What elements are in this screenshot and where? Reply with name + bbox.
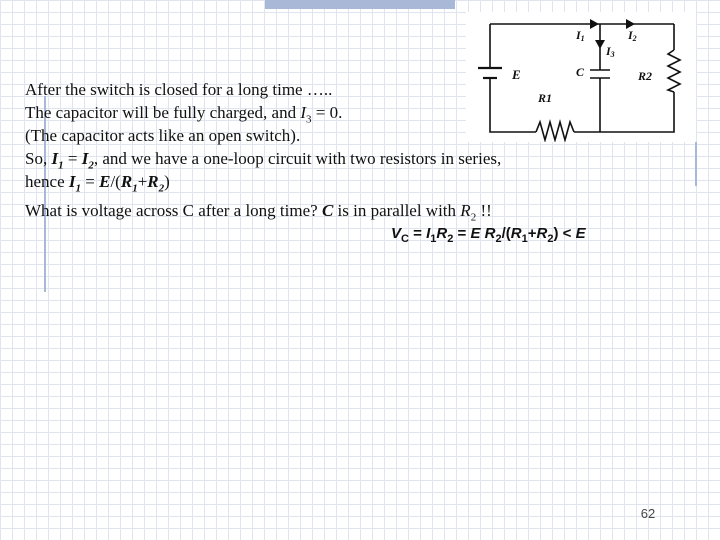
label-i3: I3 xyxy=(606,44,615,59)
label-i1: I1 xyxy=(576,28,585,43)
decorative-bar-top xyxy=(265,0,455,9)
slide-body xyxy=(25,78,625,245)
label-c: C xyxy=(576,65,585,79)
voltage-formula: $V_C = I_1R_2 = E$ $R_2/(R_1+R_2) < E$ xyxy=(391,225,586,245)
text-line-4: So, $I_1 = I_2$, and we have a one-loop circuit with two resistors in series, xyxy=(25,149,502,172)
page-number: 62 xyxy=(640,506,656,521)
arrow-i1 xyxy=(590,19,599,29)
label-e: E xyxy=(512,67,521,82)
text-line-2: The capacitor will be fully charged, and $I_3 = 0$. xyxy=(25,103,343,126)
text-line-1: After the switch is closed for a long time ….. xyxy=(25,80,333,99)
label-r1: R1 xyxy=(538,91,553,105)
text-line-5: hence $I_1 = E/(R_1+R_2)$ xyxy=(25,172,170,195)
decorative-bar-right xyxy=(695,142,697,186)
label-i2: I2 xyxy=(628,28,637,43)
label-r2: R2 xyxy=(638,69,653,83)
arrow-i3 xyxy=(595,40,605,49)
text-line-3: (The capacitor acts like an open switch). xyxy=(25,126,301,145)
text-line-6: What is voltage across C after a long time? C is in parallel with $R_2$ !! xyxy=(25,201,492,224)
resistor-r2 xyxy=(668,50,680,92)
